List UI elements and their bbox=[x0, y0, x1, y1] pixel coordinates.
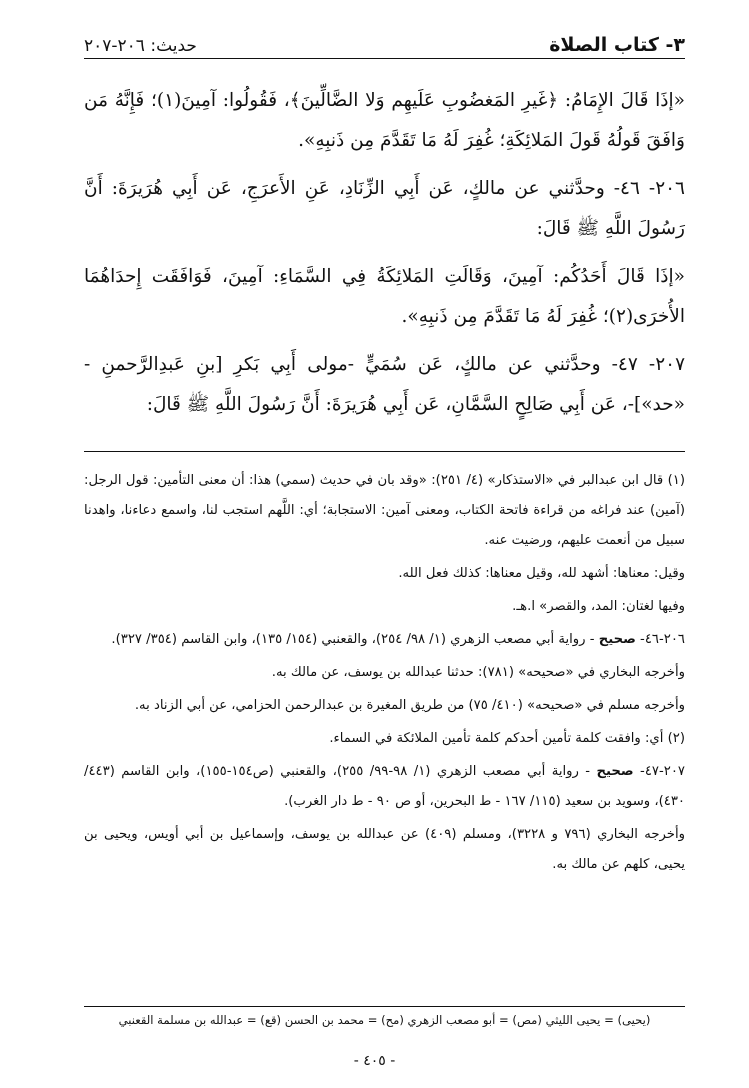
takhrij-207 bbox=[84, 757, 685, 817]
hadith-text-paragraph: «إذَا قَالَ الإِمَامُ: ﴿غَيرِ المَغضُوبِ عَلَيهِم وَلا الضَّالِّينَ﴾، فَقُولُوا: آمِينَ(١)؛ فَإِنَّهُ مَن وَافَقَ قَولُهُ قَولَ المَلائِكَةِ؛ غُفِرَ لَهُ مَا تَقَدَّمَ مِن ذَنبِهِ». bbox=[84, 90, 685, 151]
takhrij-details: - رواية أبي مصعب الزهري (١/ ٩٨/ ٢٥٤)، والقعنبي (١٥٤/ ١٣٥)، وابن القاسم (٣٥٤/ ٣٢٧). bbox=[111, 632, 595, 647]
footnote-1: (١) قال ابن عبدالبر في «الاستذكار» (٤/ ٢٥١): «وقد بان في حديث (سمي) هذا: أن معنى التأمين: قول الرجل: (آمين) عند فراغه من قراءة فاتحة الكتاب، ومعنى آمين: الاستجابة؛ أي: اللَّهم استجب لنا، واسمع دعاءنا، واهدنا سبيل من أنعمت عليهم، ورضيت عنه. bbox=[84, 473, 686, 548]
hadith-chain-paragraph: ٢٠٧- ٤٧- وحدَّثني عن مالكٍ، عَن سُمَيٍّ -مولى أَبِي بَكرِ [بنِ عَبدِالرَّحمنِ - «حد»]-، عَن أَبِي صَالِحٍ السَّمَّانِ، عَن أَبِي هُرَيرَةَ: أَنَّ رَسُولَ اللَّهِ ﷺ قَالَ: bbox=[84, 354, 686, 415]
takhrij-details: - رواية أبي مصعب الزهري (١/ ٩٨-٩٩/ ٢٥٥)، والقعنبي (ص١٥٤-١٥٥)، وابن القاسم (٤٤٣/ ٤٣٠)، وسويد بن سعيد (١١٥/ ١٦٧ - ط البحرين، أو ص ٩٠ - ط دار الغرب). bbox=[84, 764, 685, 809]
footnotes bbox=[84, 466, 685, 880]
book-title: ٣- كتاب الصلاة bbox=[549, 34, 685, 56]
takhrij-206 bbox=[84, 625, 685, 655]
hadith-range: حديث: ٢٠٦-٢٠٧ bbox=[84, 36, 197, 56]
takhrij-number: ٢٠٧-٤٧- bbox=[640, 764, 685, 779]
running-header bbox=[84, 26, 685, 59]
hadith-text-paragraph: «إذَا قَالَ أَحَدُكُم: آمِينَ، وَقَالَتِ المَلائِكَةُ فِي السَّمَاءِ: آمِينَ، فَوَافَقَت إِحدَاهُمَا الأُخرَى(٢)؛ غُفِرَ لَهُ مَا تَقَدَّمَ مِن ذَنبِهِ». bbox=[84, 266, 685, 327]
hadith-chain-paragraph: ٢٠٦- ٤٦- وحدَّثني عن مالكٍ، عَن أَبِي الزِّنَادِ، عَنِ الأَعرَجِ، عَن أَبِي هُرَيرَةَ: أَنَّ رَسُولَ اللَّهِ ﷺ قَالَ: bbox=[84, 178, 685, 239]
takhrij-muslim: وأخرجه مسلم في «صحيحه» (٤١٠/ ٧٥) من طريق المغيرة بن عبدالرحمن الحزامي، عن أبي الزناد به. bbox=[134, 698, 685, 713]
takhrij-number: ٢٠٦-٤٦- bbox=[640, 632, 685, 647]
footnote-1-cont: وفيها لغتان: المد، والقصر» ا.هـ. bbox=[512, 599, 685, 614]
footnote-1-cont: وقيل: معناها: أشهد لله، وقيل معناها: كذلك فعل الله. bbox=[398, 566, 685, 581]
grade-label: صحيح bbox=[596, 764, 634, 779]
footnote-2: (٢) أي: وافقت كلمة تأمين أحدكم كلمة تأمين الملائكة في السماء. bbox=[329, 731, 685, 746]
takhrij-bukhari: وأخرجه البخاري في «صحيحه» (٧٨١): حدثنا عبدالله بن يوسف، عن مالك به. bbox=[271, 665, 685, 680]
main-text bbox=[84, 81, 685, 425]
page-number: - ٤٠٥ - bbox=[353, 1053, 396, 1069]
takhrij-bukhari-muslim: وأخرجه البخاري (٧٩٦ و ٣٢٢٨)، ومسلم (٤٠٩) عن عبدالله بن يوسف، وإسماعيل بن أبي أويس، ويحيى بن يحيى، كلهم عن مالك به. bbox=[84, 827, 685, 872]
footnote-separator bbox=[84, 451, 685, 452]
grade-label: صحيح bbox=[598, 632, 636, 647]
abbreviations-key: (يحيى) = يحيى الليثي (مص) = أبو مصعب الزهري (مح) = محمد بن الحسن (قع) = عبدالله بن مسلمة القعنبي bbox=[84, 1006, 685, 1027]
